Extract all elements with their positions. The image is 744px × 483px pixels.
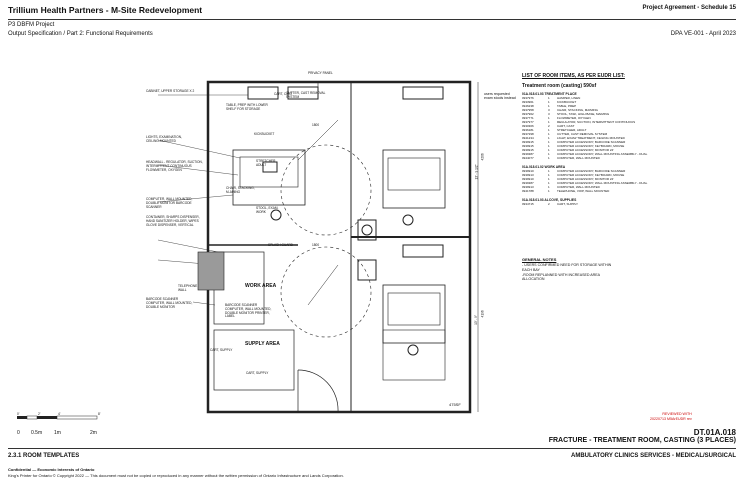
item-code: 0939915 (522, 148, 534, 152)
item-qty: 1 (548, 100, 550, 104)
item-qty: 1 (548, 152, 550, 156)
stool-exam-label: STOOL, EXAM, WORK (256, 206, 279, 214)
item-code: 0930306 (522, 124, 534, 128)
item-code: 0937958 (522, 108, 534, 112)
container-label: CONTAINER, SHARPS DISPENSER, HAND SANITIZER HOLDER, WIPES GLOVE DISPENSER, VERTICAL (146, 215, 200, 227)
item-code: 0936181 (522, 128, 534, 132)
item-qty: 1 (548, 128, 550, 132)
users-note: users requested exam stools instead (484, 92, 516, 101)
document-title: Trillium Health Partners - M-Site Redevelopment (8, 5, 203, 15)
general-notes-body (522, 263, 611, 282)
item-code: 0937977 (522, 120, 534, 124)
item-qty: 1 (548, 120, 550, 124)
item-qty: 1 (548, 156, 550, 160)
copyright-label: King's Printer for Ontario © Copyright 2022 — This document must not be copied or reproduced in any manner without the written permission of Ontario Infrastructure and Lands Corporation. (8, 473, 344, 478)
cabinet-label: CABINET, UPPER STORAGE X 2 (146, 89, 195, 93)
item-description: CART, CAST (557, 124, 575, 128)
item-description: COMPUTER ACCESSORY, KEYBOARD, MOUSE (557, 144, 625, 148)
item-code: 0939910 (522, 177, 534, 181)
item-description: COMPUTER ACCESSORY, MONITOR 24' (557, 148, 614, 152)
header-divider (8, 19, 736, 20)
room-list-subtitle: Treatment room (casting) 590sf (522, 83, 597, 89)
room-list-row (522, 156, 662, 160)
item-code: 0941234 (522, 136, 534, 140)
item-qty: 1 (548, 169, 550, 173)
room-list-section-title: 01A.018.01.02 WORK AREA (522, 165, 566, 169)
item-qty: 2 (548, 124, 550, 128)
item-description: COMPUTER ACCESSORY, WALL MOUNTING ASSEMBLY - DUAL (557, 181, 648, 185)
scale-m-2: 2m (90, 430, 97, 436)
scale-ft-0: 0' (17, 412, 20, 416)
item-description: COMPUTER ACCESSORY, BARCODE SCANNER (557, 169, 626, 173)
room-title: FRACTURE - TREATMENT ROOM, CASTING (3 PLACES) (548, 437, 736, 444)
spec-label: Output Specification / Part 2: Functional Requirements (8, 31, 153, 37)
item-description: TABLE, PREP (557, 104, 577, 108)
room-list-title: LIST OF ROOM ITEMS, AS PER EUDR LIST: (522, 73, 625, 79)
item-qty: 1 (548, 189, 550, 193)
reviewed-line-2: 20220713 M5ArEUDR rev (650, 416, 692, 421)
item-code: 0937298 (522, 132, 534, 136)
room-list-section-title: 01A.018.01.03 ALCOVE, SUPPLIES (522, 198, 577, 202)
item-description: STOOL, TASK, HIGH BASE, MAIMING (557, 112, 610, 116)
item-code: 0939387 (522, 152, 534, 156)
room-list-body (522, 92, 662, 206)
barcode-label: BARCODE SCANNER COMPUTER, WALL MOUNTED, DOUBLE MONITOR (146, 297, 193, 309)
general-note-line: EACH BAY (522, 267, 540, 272)
dim-13-9b: 13' - 9" (474, 314, 479, 325)
dpa-label: DPA VE-001 - April 2023 (670, 31, 736, 37)
item-description: COMPUTER, WALL MOUNTED (557, 185, 600, 189)
table-prep-label: TABLE, PREP WITH LOWER SHELF FOR STORAGE (226, 103, 268, 111)
general-note-line: ALLOCATION (522, 277, 545, 282)
item-code: 0939913 (522, 173, 534, 177)
room-list-section-title: 01A.018.01.03 TREATMENT PLACE (522, 92, 577, 96)
item-qty: 1 (548, 136, 550, 140)
item-qty: 1 (548, 116, 550, 120)
lights-label: LIGHTS, EXAMINATION, CEILING-MOUNTED (146, 135, 182, 143)
item-description: COMPUTER ACCESSORY, KEYBOARD, MOUSE (557, 173, 625, 177)
item-code: 0934715 (522, 202, 534, 206)
cart-cast-label: CART, CAST (274, 92, 293, 96)
general-notes-title: GENERAL NOTES (522, 257, 557, 262)
room-list-row (522, 189, 662, 193)
item-description: COMPUTER ACCESSORY, MONITOR 24' (557, 177, 614, 181)
scale-m-0: 0 (17, 430, 20, 436)
item-qty: 2 (548, 202, 550, 206)
area-label: 475SF (449, 402, 461, 407)
item-code: 0933961 (522, 100, 534, 104)
general-note-line: - USERS CONFIRMED NEED FOR STORAGE WITHIN (522, 263, 612, 267)
item-description: CUTTER, CAST REMOVAL SYSTEM (557, 132, 608, 136)
item-qty: 1 (548, 177, 550, 181)
headwall-label: HEADWALL - REGULATOR, SUCTION, INTERMITTENT CONTINUOUS FLOWMETER, OXYGEN (146, 160, 203, 172)
item-description: KICKBUCKET (557, 100, 577, 104)
item-description: LIGHT, EXAM/ TREATMENT, CEILING MOUNTED (557, 136, 625, 140)
schedule-label: Project Agreement - Schedule 15 (642, 5, 736, 11)
item-qty: 1 (548, 173, 550, 177)
item-description: CHAIR, STACKING, MAIMING (557, 108, 598, 112)
item-qty: 3 (548, 112, 550, 116)
item-qty: 1 (548, 144, 550, 148)
department-label: AMBULATORY CLINICS SERVICES - MEDICAL/SURGICAL (570, 453, 736, 459)
template-label: 2.3.1 ROOM TEMPLATES (8, 453, 80, 459)
supply-area-label: SUPPLY AREA (245, 341, 280, 347)
dim-4196: 4196 (480, 310, 485, 318)
cutter-label: CUTTER, CAST REMOVAL SYSTEM (286, 91, 326, 99)
computer-wall-label: COMPUTER, WALL MOUNTED, DOUBLE MONITOR BARCODE SCANNER (146, 197, 193, 209)
room-list-row (522, 202, 662, 206)
item-qty: 1 (548, 96, 550, 100)
item-qty: 1 (548, 185, 550, 189)
item-code: 0946238 (522, 104, 534, 108)
item-description: COMPUTER, WALL MOUNTED (557, 156, 600, 160)
telephone-label: TELEPHONE WALL (178, 284, 198, 292)
item-code: 0939910 (522, 169, 534, 173)
item-code: 0937962 (522, 112, 534, 116)
general-note-line: -ROOM REPLANNED WITH INCREASED AREA (522, 272, 601, 277)
item-qty: 1 (548, 140, 550, 144)
item-qty: 1 (548, 104, 550, 108)
cart-supply2-label: CART, SUPPLY (246, 371, 269, 375)
scale-ft-2: 2' (38, 412, 41, 416)
project-label: P3 DBFM Project (8, 22, 55, 28)
item-code: 0937976 (522, 96, 534, 100)
item-code: 0944077 (522, 156, 534, 160)
item-code: 0939387 (522, 181, 534, 185)
item-qty: 3 (548, 108, 550, 112)
item-code: 0939915 (522, 144, 534, 148)
reviewed-note (650, 412, 692, 421)
item-code: 0941788 (522, 189, 534, 193)
item-description: COMPUTER ACCESSORY, BARCODE SCANNER (557, 140, 626, 144)
item-code: 0937771 (522, 116, 534, 120)
scale-ft-8: 8' (98, 412, 101, 416)
item-code: 0939915 (522, 140, 534, 144)
dim-13-9: 13' - 9 1/2" (474, 164, 479, 180)
reviewed-line-1: REVIEWED WITH (662, 412, 692, 416)
item-qty: 1 (548, 132, 550, 136)
scale-ft-4: 4' (58, 412, 61, 416)
item-description: TELEPHONE, VOIP, WALL MOUNTED (557, 189, 610, 193)
splash-guard-label: SPLASH GUARD (268, 243, 293, 247)
scale-m-1: 1m (54, 430, 61, 436)
footer-divider (8, 448, 736, 449)
barcode2-label: BARCODE SCANNER COMPUTER, WALL MOUNTED, DOUBLE MONITOR PRINTER, LABEL (225, 303, 272, 319)
drawing-code: DT.01A.018 (693, 428, 736, 437)
cart-supply-label: CART, SUPPLY (210, 348, 233, 352)
dim-d2: 1800 (312, 243, 320, 247)
dim-4206: 4206 (480, 153, 485, 161)
scale-m-05: 0.5m (31, 430, 43, 436)
work-area-label: WORK AREA (245, 283, 277, 289)
stretcher-label: STRETCHER, ADULT (256, 159, 277, 167)
item-description: CART, SUPPLY (557, 202, 579, 206)
item-description: FLOWMETER, OXYGEN (557, 116, 591, 120)
item-description: REGULATOR, SUCTION, INTERMITTENT CONTINUOUS (557, 120, 636, 124)
confidential-label: Confidential — Economic Interests of Ontario (8, 467, 95, 472)
item-description: STRETCHER, ADULT (557, 128, 587, 132)
item-description: HAMPER, LINEN (557, 96, 581, 100)
room-outline (208, 82, 470, 412)
kickbucket-label: KICKBUCKET (254, 132, 275, 136)
chair-stacking-label: CHAIR, STACKING, M-AMING (226, 186, 255, 194)
item-code: 0939913 (522, 185, 534, 189)
privacy-panel-label: PRIVACY PANEL (308, 71, 333, 75)
dim-d1: 1800 (312, 123, 320, 127)
item-qty: 1 (548, 148, 550, 152)
item-qty: 1 (548, 181, 550, 185)
item-description: COMPUTER ACCESSORY, WALL MOUNTING ASSEMBLY - DUAL (557, 152, 648, 156)
